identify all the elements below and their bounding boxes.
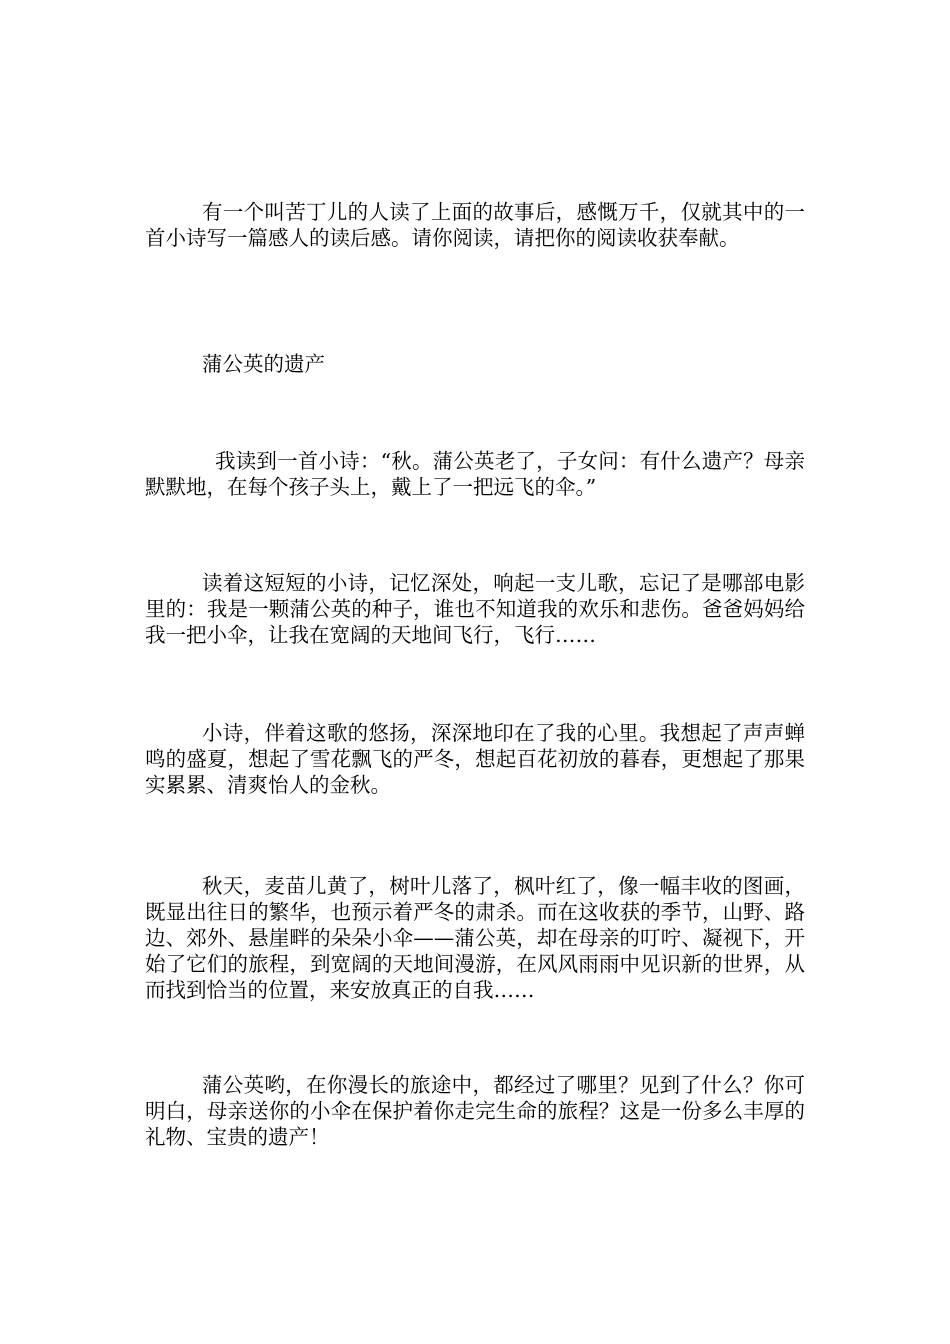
essay-paragraph-2: 读着这短短的小诗，记忆深处，响起一支儿歌，忘记了是哪部电影里的：我是一颗蒲公英的种子，谁也不知道我的欢乐和悲伤。爸爸妈妈给我一把小伞，让我在宽阔的天地间飞行，飞行……	[145, 571, 805, 647]
intro-paragraph: 有一个叫苦丁儿的人读了上面的故事后，感慨万千，仅就其中的一首小诗写一篇感人的读后感。请你阅读，请把你的阅读收获奉献。	[145, 200, 805, 250]
essay-paragraph-4: 秋天，麦苗儿黄了，树叶儿落了，枫叶红了，像一幅丰收的图画，既显出往日的繁华，也预示着严冬的肃杀。而在这收获的季节，山野、路边、郊外、悬崖畔的朵朵小伞——蒲公英，却在母亲的叮咛、凝视下，开始了它们的旅程，到宽阔的天地间漫游，在风风雨雨中见识新的世界，从而找到恰当的位置，来安放真正的自我……	[145, 874, 805, 1002]
essay-paragraph-3: 小诗，伴着这歌的悠扬，深深地印在了我的心里。我想起了声声蝉鸣的盛夏，想起了雪花飘飞的严冬，想起百花初放的暮春，更想起了那果实累累、清爽怡人的金秋。	[145, 721, 805, 797]
essay-paragraph-1: 我读到一首小诗：“秋。蒲公英老了，子女问：有什么遗产？母亲默默地，在每个孩子头上，戴上了一把远飞的伞。”	[145, 449, 805, 499]
essay-title: 蒲公英的遗产	[202, 352, 325, 376]
essay-paragraph-5: 蒲公英哟，在你漫长的旅途中，都经过了哪里？见到了什么？你可明白，母亲送你的小伞在保护着你走完生命的旅程？这是一份多么丰厚的礼物、宝贵的遗产！	[145, 1073, 805, 1149]
